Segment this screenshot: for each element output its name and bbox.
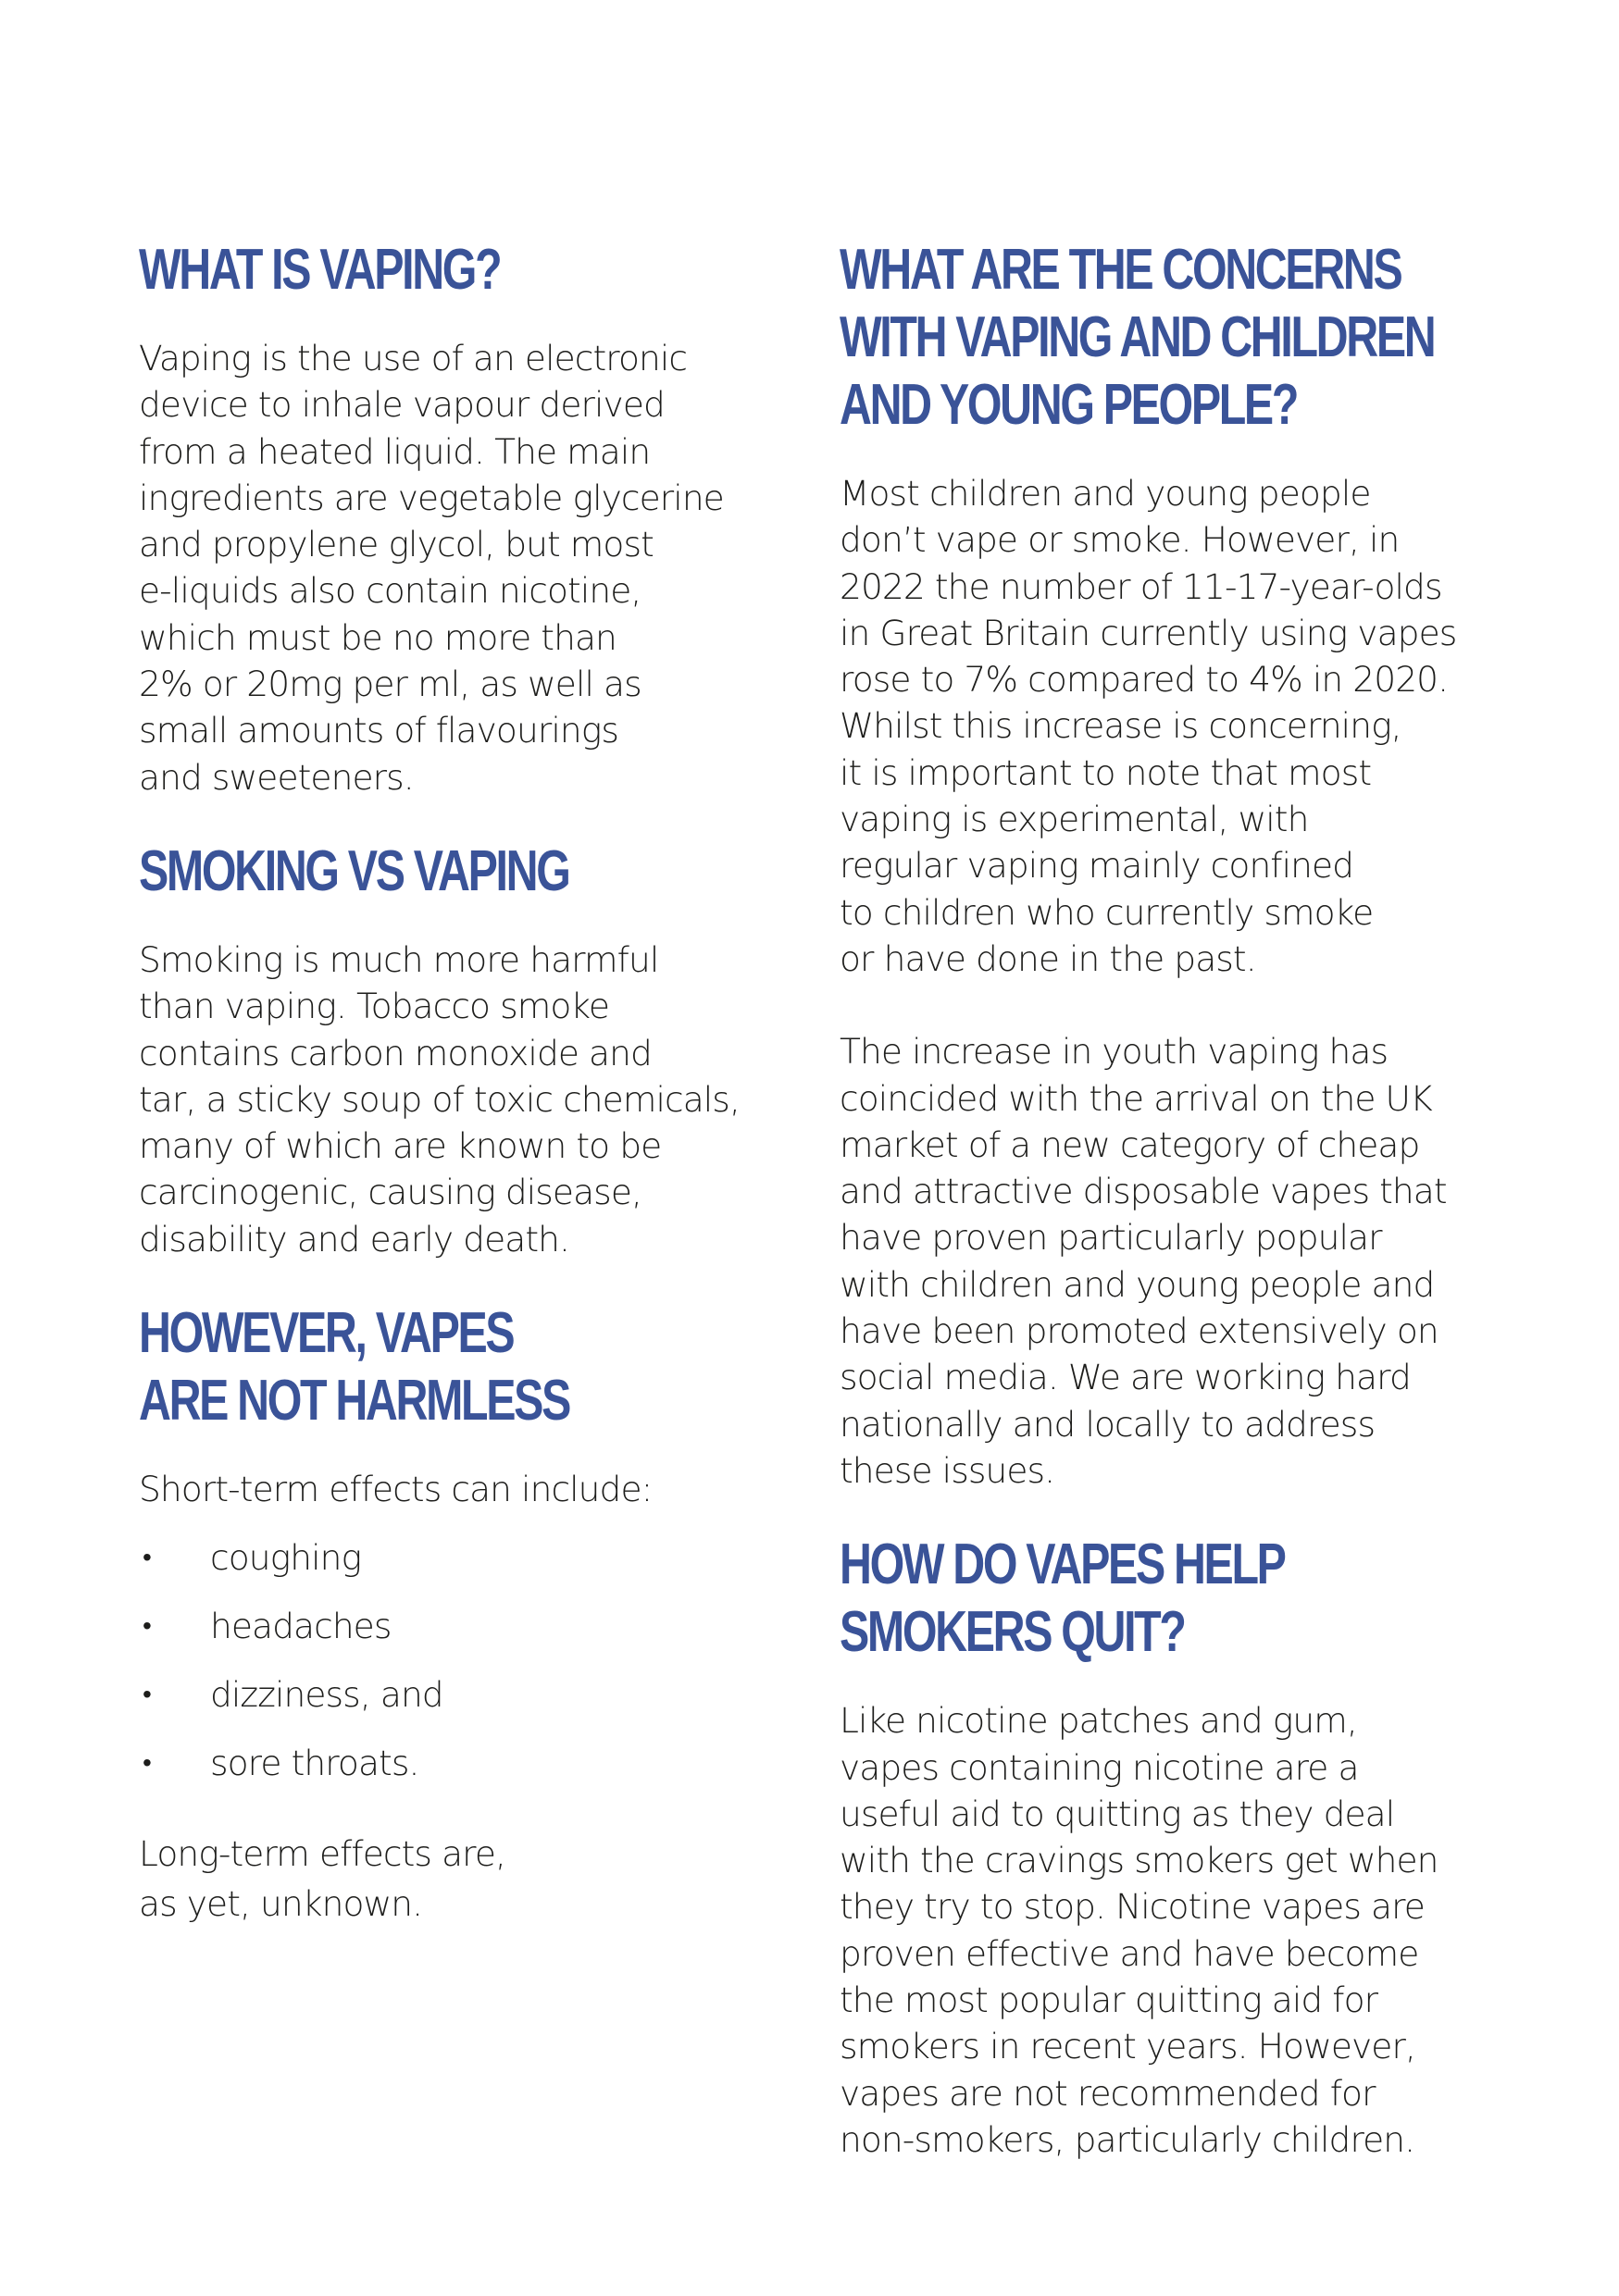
text-line: or have done in the past. — [840, 937, 1256, 979]
heading-line: WHAT ARE THE CONCERNS — [840, 238, 1401, 302]
text-line: vapes containing nicotine are a — [840, 1746, 1359, 1788]
text-line: coincided with the arrival on the UK — [840, 1077, 1432, 1119]
paragraph-smoking-vs-vaping — [139, 937, 768, 1262]
text-line: have been promoted extensively on — [840, 1310, 1438, 1352]
text-line: which must be no more than — [139, 616, 616, 658]
text-line: and sweeteners. — [139, 756, 414, 798]
heading-line: AND YOUNG PEOPLE? — [840, 373, 1298, 437]
text-line: Like nicotine patches and gum, — [840, 1700, 1357, 1742]
heading-line: WHAT IS VAPING? — [139, 238, 501, 302]
left-column — [139, 236, 768, 1929]
heading-line: SMOKING VS VAPING — [139, 838, 569, 903]
text-line: and propylene glycol, but most — [139, 524, 654, 565]
text-line: and attractive disposable vapes that — [840, 1171, 1447, 1212]
heading-vapes-not-harmless — [139, 1299, 629, 1434]
text-line: from a heated liquid. The main — [139, 430, 651, 472]
text-line: Short-term effects can include: — [139, 1469, 653, 1510]
paragraph-how-vapes-help — [840, 1697, 1488, 2163]
text-line: Vaping is the use of an electronic — [139, 338, 688, 379]
bullet-icon: • — [143, 1747, 151, 1779]
heading-line: ARE NOT HARMLESS — [139, 1369, 569, 1433]
text-line: vaping is experimental, with — [840, 799, 1309, 840]
text-line: the most popular quitting aid for — [840, 1980, 1378, 2021]
text-line: Long-term effects are, — [139, 1833, 506, 1875]
bullet-icon: • — [143, 1679, 151, 1710]
bullet-icon: • — [143, 1542, 151, 1573]
text-line: regular vaping mainly confined — [840, 845, 1354, 887]
heading-how-vapes-help — [840, 1531, 1345, 1666]
text-line: 2022 the number of 11-17-year-olds — [840, 565, 1442, 607]
text-line: many of which are known to be — [139, 1125, 662, 1167]
text-line: 2% or 20mg per ml, as well as — [139, 664, 641, 705]
text-line: tar, a sticky soup of toxic chemicals, — [139, 1078, 740, 1120]
list-item: • dizziness, and — [139, 1671, 768, 1718]
text-line: to children who currently smoke — [840, 891, 1374, 933]
text-line: Most children and young people — [840, 473, 1371, 514]
heading-smoking-vs-vaping — [139, 838, 629, 905]
heading-concerns — [840, 236, 1435, 439]
text-line: in Great Britain currently using vapes — [840, 612, 1457, 653]
text-line: Whilst this increase is concerning, — [840, 705, 1401, 747]
text-line: as yet, unknown. — [139, 1883, 423, 1925]
text-line: smokers in recent years. However, — [840, 2026, 1416, 2067]
text-line: disability and early death. — [139, 1218, 570, 1260]
paragraph-concerns-1 — [840, 470, 1488, 982]
text-line: carcinogenic, causing disease, — [139, 1172, 642, 1213]
text-line: rose to 7% compared to 4% in 2020. — [840, 659, 1449, 701]
text-line: than vaping. Tobacco smoke — [139, 986, 610, 1027]
heading-what-is-vaping — [139, 236, 629, 304]
text-line: The increase in youth vaping has — [840, 1031, 1389, 1073]
text-line: small amounts of flavourings — [139, 710, 618, 751]
paragraph-concerns-2 — [840, 1028, 1488, 1494]
list-item: • headaches — [139, 1603, 768, 1649]
text-line: Smoking is much more harmful — [139, 938, 659, 980]
text-line: they try to stop. Nicotine vapes are — [840, 1886, 1425, 1928]
heading-line: SMOKERS QUIT? — [840, 1600, 1185, 1665]
list-item: • coughing — [139, 1534, 768, 1581]
text-line: e-liquids also contain nicotine, — [139, 570, 641, 612]
text-line: market of a new category of cheap — [840, 1123, 1420, 1165]
paragraph-short-term-intro — [139, 1466, 768, 1512]
text-line: have proven particularly popular — [840, 1217, 1382, 1259]
heading-line: HOWEVER, VAPES — [139, 1301, 514, 1366]
text-line: device to inhale vapour derived — [139, 384, 665, 426]
text-line: it is important to note that most — [840, 751, 1372, 793]
text-line: social media. We are working hard — [840, 1357, 1411, 1398]
text-line: with children and young people and — [840, 1263, 1435, 1305]
text-line: with the cravings smokers get when — [840, 1840, 1438, 1881]
text-line: contains carbon monoxide and — [139, 1032, 652, 1074]
text-line: don’t vape or smoke. However, in — [840, 519, 1400, 561]
paragraph-long-term — [139, 1829, 768, 1929]
right-column — [840, 236, 1488, 2163]
text-line: proven effective and have become — [840, 1932, 1419, 1974]
heading-line: HOW DO VAPES HELP — [840, 1533, 1285, 1597]
text-line: ingredients are vegetable glycerine — [139, 477, 724, 518]
list-item: • sore throats. — [139, 1740, 768, 1786]
text-line: useful aid to quitting as they deal — [840, 1793, 1395, 1834]
text-line: nationally and locally to address — [840, 1403, 1376, 1445]
paragraph-what-is-vaping — [139, 335, 768, 800]
text-line: these issues. — [840, 1449, 1055, 1491]
text-line: vapes are not recommended for — [840, 2072, 1376, 2114]
text-line: non-smokers, particularly children. — [840, 2118, 1415, 2160]
short-term-effects-list — [139, 1534, 768, 1786]
heading-line: WITH VAPING AND CHILDREN — [840, 305, 1435, 369]
bullet-icon: • — [143, 1610, 151, 1642]
